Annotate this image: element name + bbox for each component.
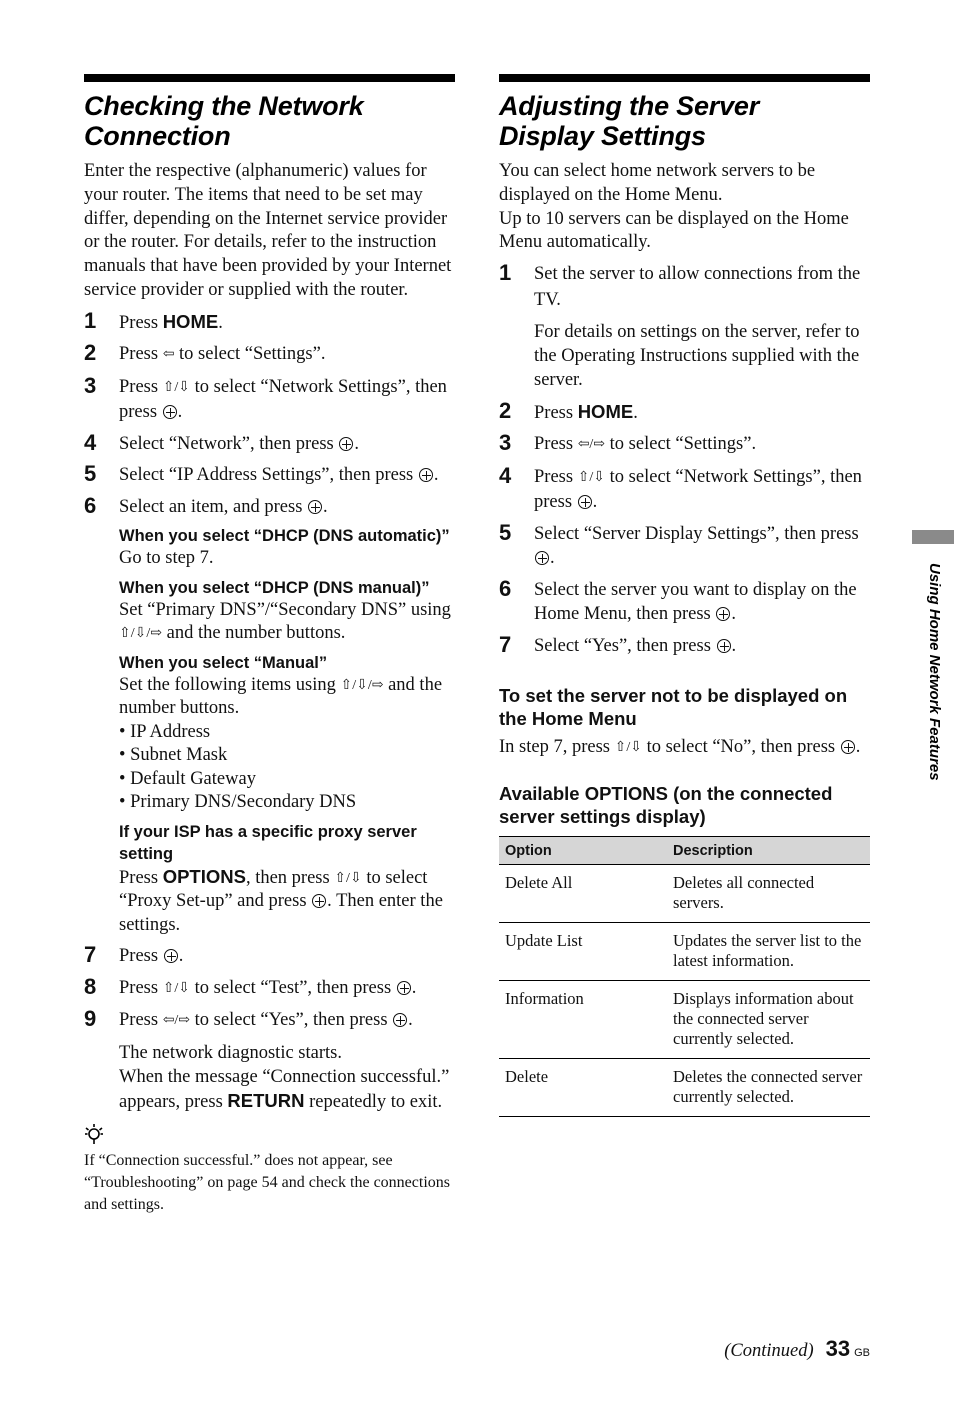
enter-icon [716, 607, 730, 621]
title-rule [499, 74, 870, 82]
step-7: 7 Select “Yes”, then press . [499, 631, 737, 657]
table-cell: Deletes the connected server currently selected. [667, 1058, 870, 1116]
enter-icon [419, 468, 433, 482]
enter-icon [578, 495, 592, 509]
subheading: When you select “DHCP (DNS manual)” [119, 578, 430, 597]
enter-icon [308, 500, 322, 514]
step-6: 6 Select an item, and press . [84, 492, 328, 518]
intro-paragraph: Up to 10 servers can be displayed on the Home Menu automatically. [499, 208, 849, 253]
table-row [499, 980, 870, 1058]
options-table [499, 836, 870, 1117]
arrow-updown-icon: ⇧/⇩ [162, 980, 191, 996]
step-2: 2 Press HOME. [499, 397, 638, 423]
step-7: 7 Press . [84, 942, 184, 968]
step-2: 2 Press ⇦ to select “Settings”. [84, 342, 455, 368]
enter-icon [163, 405, 177, 419]
arrow-updownright-icon: ⇧/⇩/⇨ [119, 626, 162, 642]
list-item: • Default Gateway [119, 768, 256, 789]
table-cell: Delete All [499, 864, 667, 922]
arrow-updown-icon: ⇧/⇩ [577, 469, 606, 485]
side-section-label: Using Home Network Features [926, 563, 943, 781]
page-suffix: GB [854, 1347, 870, 1359]
arrow-updownright-icon: ⇧/⇩/⇨ [340, 677, 384, 693]
table-cell: Information [499, 980, 667, 1058]
arrow-left-icon: ⇦ [162, 347, 175, 363]
table-cell: Updates the server list to the latest information. [667, 922, 870, 980]
table-header-row [499, 836, 870, 864]
enter-icon [393, 1013, 407, 1027]
table-cell: Update List [499, 922, 667, 980]
lightbulb-hint-icon [84, 1123, 104, 1145]
section-title-network: Checking the Network Connection [84, 91, 364, 151]
list-item: • Primary DNS/Secondary DNS [119, 792, 357, 813]
step-4: 4 Select “Network”, then press . [84, 429, 359, 455]
subsection-heading: Available OPTIONS (on the connected server settings display) [499, 782, 833, 827]
return-button-label: RETURN [227, 1090, 305, 1112]
arrow-leftright-icon: ⇦/⇨ [577, 437, 606, 453]
arrow-updown-icon: ⇧/⇩ [334, 870, 362, 886]
table-cell: Deletes all connected servers. [667, 864, 870, 922]
right-column [499, 74, 870, 1117]
step-4: 4 Press ⇧/⇩ to select “Network Settings”, then press . [499, 462, 862, 513]
continued-label: (Continued) [724, 1341, 814, 1361]
step-9-note: The network diagnostic starts. When the message “Connection successful.” appears, press RETURN repeatedly to exit. [119, 1042, 450, 1113]
arrow-updown-icon: ⇧/⇩ [162, 379, 191, 395]
list-item: • IP Address [119, 721, 211, 742]
table-row [499, 1058, 870, 1116]
enter-icon [397, 981, 411, 995]
step-9: 9 Press ⇦/⇨ to select “Yes”, then press . [84, 1008, 455, 1034]
step-5: 5 Select “Server Display Settings”, then press . [499, 519, 859, 569]
step-3: 3 Press ⇧/⇩ to select “Network Settings”, then press . [84, 372, 447, 423]
step-1-note: For details on settings on the server, refer to the Operating Instructions supplied with the server. [534, 322, 860, 390]
dhcp-auto-block: When you select “DHCP (DNS automatic)” Go to step 7. When you select “DHCP (DNS manual)” Set “Primary DNS”/“Secondary DNS” using ⇧/⇩/⇨ and the number buttons. When you select “Manual” Set the following items using ⇧/⇩/⇨ and the number buttons. • IP Address • Subnet Mask • Default Gateway • Primary DNS/Secondary DNS If your ISP has a specific proxy server setting Press OPTIONS, then press ⇧/⇩ to select “Proxy Set-up” and press . Then enter the settings. [84, 525, 455, 937]
enter-icon [339, 437, 353, 451]
paragraph: In step 7, press ⇧/⇩ to select “No”, then press . [499, 736, 870, 760]
enter-icon [164, 949, 178, 963]
options-button-label: OPTIONS [162, 865, 246, 887]
home-button-label: HOME [162, 310, 219, 332]
left-column [84, 74, 455, 1216]
home-button-label: HOME [577, 400, 634, 422]
subheading: When you select “Manual” [119, 653, 328, 672]
table-row [499, 922, 870, 980]
page-number: 33 [825, 1336, 851, 1361]
list-item: • Subnet Mask [119, 745, 228, 766]
step-5: 5 Select “IP Address Settings”, then press . [84, 461, 439, 487]
table-row [499, 864, 870, 922]
table-cell: Displays information about the connected server currently selected. [667, 980, 870, 1058]
enter-icon [717, 639, 731, 653]
intro-paragraph: You can select home network servers to be displayed on the Home Menu. [499, 161, 816, 205]
enter-icon [535, 551, 549, 565]
enter-icon [312, 894, 326, 908]
arrow-leftright-icon: ⇦/⇨ [162, 1013, 191, 1029]
step-8: 8 Press ⇧/⇩ to select “Test”, then press . [84, 976, 455, 1002]
subheading: If your ISP has a specific proxy server setting [119, 822, 417, 863]
column-header: Description [667, 836, 870, 864]
step-6: 6 Select the server you want to display on the Home Menu, then press . [499, 575, 857, 625]
enter-icon [841, 740, 855, 754]
step-1: 1 Press HOME. [84, 307, 223, 333]
arrow-updown-icon: ⇧/⇩ [614, 740, 642, 756]
section-tab-marker [912, 530, 954, 544]
section-title-server: Adjusting the Server Display Settings [499, 91, 760, 151]
page-footer [724, 1336, 870, 1362]
table-cell: Delete [499, 1058, 667, 1116]
hint-text: If “Connection successful.” does not appear, see “Troubleshooting” on page 54 and check the connections and settings. [84, 1152, 450, 1214]
subsection-heading: To set the server not to be displayed on the Home Menu [499, 685, 848, 730]
subheading: When you select “DHCP (DNS automatic)” [119, 527, 450, 546]
step-3: 3 Press ⇦/⇨ to select “Settings”. [499, 432, 870, 458]
column-header: Option [499, 836, 667, 864]
step-1: 1 Set the server to allow connections from the TV. [499, 260, 861, 310]
title-rule [84, 74, 455, 82]
intro-paragraph: Enter the respective (alphanumeric) values for your router. The items that need to be set may differ, depending on the Internet service provider or the router. For details, refer to the instruction manuals that have been provided by your Internet service provider or supplied with the router. [84, 161, 452, 300]
